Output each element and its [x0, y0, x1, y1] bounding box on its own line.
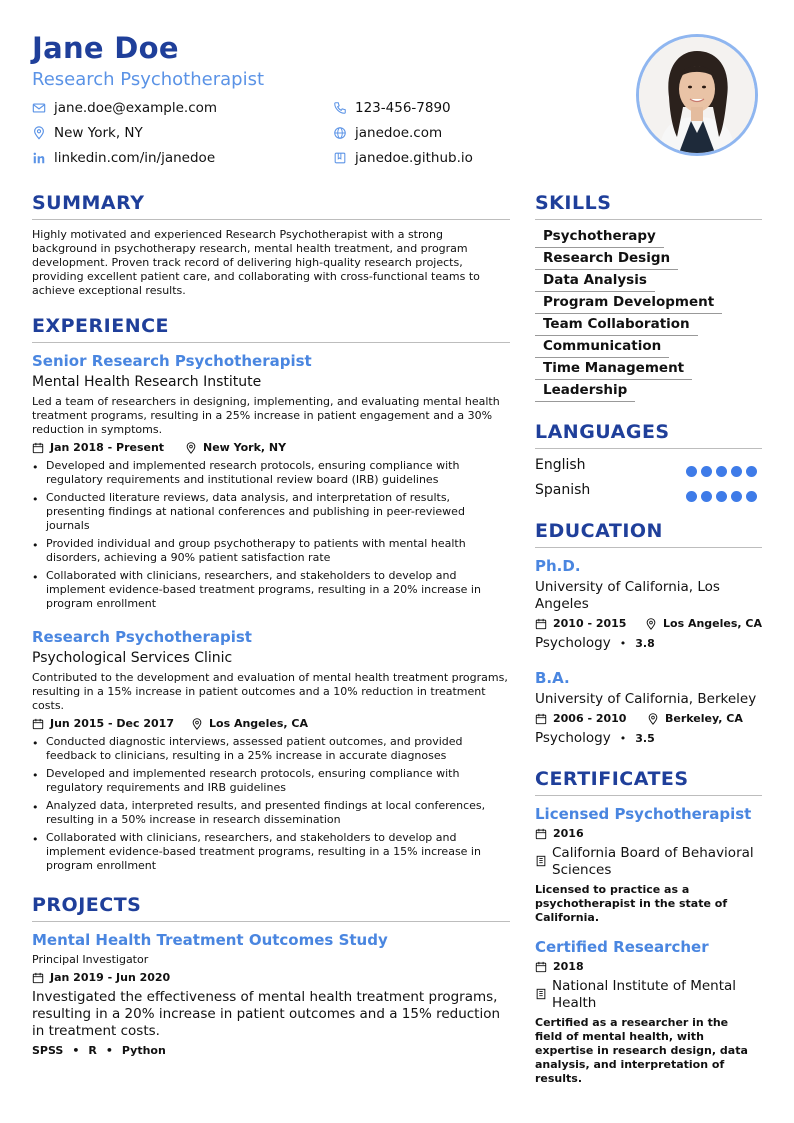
book-icon	[333, 151, 347, 165]
bullet-dot: •	[32, 493, 39, 506]
field: Psychology	[535, 730, 611, 746]
contact-linkedin[interactable]	[32, 150, 215, 166]
job-description: Contributed to the development and evaluation of mental health treatment programs, resulting in a 15% increase in patient outcomes and a 10% reduction in treatment costs.	[32, 671, 508, 712]
bullet-dot: •	[32, 539, 39, 552]
level-dot	[716, 466, 727, 477]
linkedin-icon	[32, 151, 46, 165]
level-dot	[731, 466, 742, 477]
tool-tag: R	[88, 1044, 97, 1057]
job-bullet: Provided individual and group psychotherapy to patients with mental health disorders, achieving a 90% patient satisfaction rate	[46, 537, 466, 564]
email-text: jane.doe@example.com	[54, 100, 218, 116]
certificate-description: Licensed to practice as a psychotherapist in the state of California.	[535, 883, 728, 924]
job-bullet: Developed and implemented research protocols, ensuring compliance with regulatory requirements and IRB guidelines	[46, 767, 460, 794]
project-tools: SPSS • R • Python	[32, 1044, 166, 1057]
skill-tag: Program Development	[535, 294, 722, 314]
bullet-dot: •	[32, 571, 39, 584]
level-dot	[746, 466, 757, 477]
gpa: 3.8	[635, 637, 655, 650]
certificates-divider	[535, 795, 762, 796]
level-dot	[686, 491, 697, 502]
skill-tag: Psychotherapy	[535, 228, 664, 248]
skill-tag: Data Analysis	[535, 272, 655, 292]
location-pin-icon	[32, 126, 46, 140]
experience-heading: EXPERIENCE	[32, 315, 170, 337]
globe-icon	[333, 126, 347, 140]
summary-divider	[32, 219, 510, 220]
contact-phone[interactable]	[333, 100, 451, 116]
project-description: Investigated the effectiveness of mental health treatment programs, resulting in a 20% increase in patient outcomes and a 15% reduction in treatment costs.	[32, 989, 501, 1039]
job-bullet: Developed and implemented research protocols, ensuring compliance with regulatory requirements and institutional review board (IRB) guidelines	[46, 459, 460, 486]
certificate-year: 2018	[535, 960, 584, 973]
github-text: janedoe.github.io	[355, 150, 473, 166]
job-org: Psychological Services Clinic	[32, 650, 233, 666]
certificate-title: Certified Researcher	[535, 938, 709, 956]
skill-tag: Research Design	[535, 250, 678, 270]
field: Psychology	[535, 635, 611, 651]
projects-heading: PROJECTS	[32, 894, 142, 916]
job-bullet: Conducted diagnostic interviews, assessed patient outcomes, and provided feedback to clinicians, resulting in a 25% increase in accurate diagnoses	[46, 735, 463, 762]
building-icon	[535, 988, 547, 1000]
certificate-title: Licensed Psychotherapist	[535, 805, 752, 823]
job-location: New York, NY	[185, 441, 286, 454]
calendar-icon	[535, 713, 547, 725]
edu-field-gpa: Psychology • 3.8	[535, 635, 655, 651]
tool-tag: SPSS	[32, 1044, 64, 1057]
location-pin-icon	[185, 442, 197, 454]
edu-location: Berkeley, CA	[647, 712, 743, 725]
phone-icon	[333, 101, 347, 115]
candidate-title: Research Psychotherapist	[32, 69, 265, 90]
skill-tag: Time Management	[535, 360, 692, 380]
skill-tag: Communication	[535, 338, 669, 358]
languages-heading: LANGUAGES	[535, 421, 670, 443]
certificates-heading: CERTIFICATES	[535, 768, 689, 790]
calendar-icon	[32, 442, 44, 454]
building-icon	[535, 855, 547, 867]
contact-website[interactable]	[333, 125, 442, 141]
portrait-image	[639, 37, 755, 153]
bullet-dot: •	[32, 769, 39, 782]
job-bullet: Collaborated with clinicians, researchers, and stakeholders to develop and implement evidence-based treatment programs, resulting in a 20% increase in program enrollment	[46, 569, 481, 610]
calendar-icon	[32, 972, 44, 984]
bullet-dot: •	[32, 833, 39, 846]
calendar-icon	[32, 718, 44, 730]
job-description: Led a team of researchers in designing, implementing, and evaluating mental health treatment programs, resulting in a 25% increase in patient engagement and a 30% reduction in symptoms.	[32, 395, 500, 436]
job-bullet: Analyzed data, interpreted results, and presented findings at local conferences, resulting in a 50% increase in research dissemination	[46, 799, 486, 826]
edu-dates: 2010 - 2015	[535, 617, 626, 630]
job-bullet: Collaborated with clinicians, researchers, and stakeholders to develop and implement evidence-based treatment programs, resulting in a 15% increase in program enrollment	[46, 831, 481, 872]
calendar-icon	[535, 961, 547, 973]
tool-tag: Python	[121, 1044, 166, 1057]
education-divider	[535, 547, 762, 548]
level-dot	[731, 491, 742, 502]
edu-field-gpa: Psychology • 3.5	[535, 730, 655, 746]
project-dates: Jan 2019 - Jun 2020	[32, 971, 170, 984]
job-org: Mental Health Research Institute	[32, 374, 262, 390]
certificate-year: 2016	[535, 827, 584, 840]
summary-text: Highly motivated and experienced Research Psychotherapist with a strong background in psychotherapy research, mental health treatment, and program development. Proven track record of delivering high-quality research projects, providing excellent patient care, and collaborating with cross-functional teams to achieve exceptional results.	[32, 228, 480, 297]
profile-photo	[636, 34, 758, 156]
mail-icon	[32, 101, 46, 115]
location-pin-icon	[191, 718, 203, 730]
job-bullet: Conducted literature reviews, data analysis, and interpretation of results, presenting findings at national conferences and publishing in peer-reviewed journals	[46, 491, 465, 532]
education-heading: EDUCATION	[535, 520, 663, 542]
job-location: Los Angeles, CA	[191, 717, 308, 730]
language-name: English	[535, 457, 586, 473]
experience-divider	[32, 342, 510, 343]
location-text: New York, NY	[54, 125, 143, 141]
phone-text: 123-456-7890	[355, 100, 451, 116]
projects-divider	[32, 921, 510, 922]
certificate-description: Certified as a researcher in the field of mental health, with expertise in research design, data analysis, and interpretation of results.	[535, 1016, 748, 1085]
location-pin-icon	[645, 618, 657, 630]
job-title: Senior Research Psychotherapist	[32, 352, 312, 370]
certificate-issuer: California Board of Behavioral Sciences	[552, 845, 754, 878]
location-pin-icon	[647, 713, 659, 725]
linkedin-text: linkedin.com/in/janedoe	[54, 150, 216, 166]
skill-tag: Leadership	[535, 382, 635, 402]
website-text: janedoe.com	[355, 125, 443, 141]
job-dates: Jun 2015 - Dec 2017	[32, 717, 174, 730]
degree: Ph.D.	[535, 557, 581, 575]
school: University of California, Berkeley	[535, 691, 757, 707]
language-level-rating	[682, 462, 757, 481]
level-dot	[716, 491, 727, 502]
certificate-issuer: National Institute of Mental Health	[552, 978, 737, 1011]
skill-tag: Team Collaboration	[535, 316, 698, 336]
degree: B.A.	[535, 669, 570, 687]
contact-github[interactable]	[333, 150, 473, 166]
calendar-icon	[535, 618, 547, 630]
bullet-dot: •	[32, 737, 39, 750]
bullet-dot: •	[32, 801, 39, 814]
contact-location	[32, 125, 143, 141]
calendar-icon	[535, 828, 547, 840]
school: University of California, Los Angeles	[535, 579, 720, 612]
languages-divider	[535, 448, 762, 449]
skills-heading: SKILLS	[535, 192, 612, 214]
edu-dates: 2006 - 2010	[535, 712, 626, 725]
job-dates: Jan 2018 - Present	[32, 441, 164, 454]
contact-email[interactable]	[32, 100, 217, 116]
level-dot	[701, 491, 712, 502]
project-title: Mental Health Treatment Outcomes Study	[32, 931, 388, 949]
job-title: Research Psychotherapist	[32, 628, 252, 646]
level-dot	[701, 466, 712, 477]
bullet-dot: •	[32, 461, 39, 474]
summary-heading: SUMMARY	[32, 192, 145, 214]
level-dot	[746, 491, 757, 502]
skills-divider	[535, 219, 762, 220]
language-level-rating	[682, 487, 757, 506]
language-name: Spanish	[535, 482, 591, 498]
gpa: 3.5	[635, 732, 655, 745]
level-dot	[686, 466, 697, 477]
candidate-name: Jane Doe	[32, 31, 179, 65]
project-role: Principal Investigator	[32, 953, 149, 966]
edu-location: Los Angeles, CA	[645, 617, 762, 630]
